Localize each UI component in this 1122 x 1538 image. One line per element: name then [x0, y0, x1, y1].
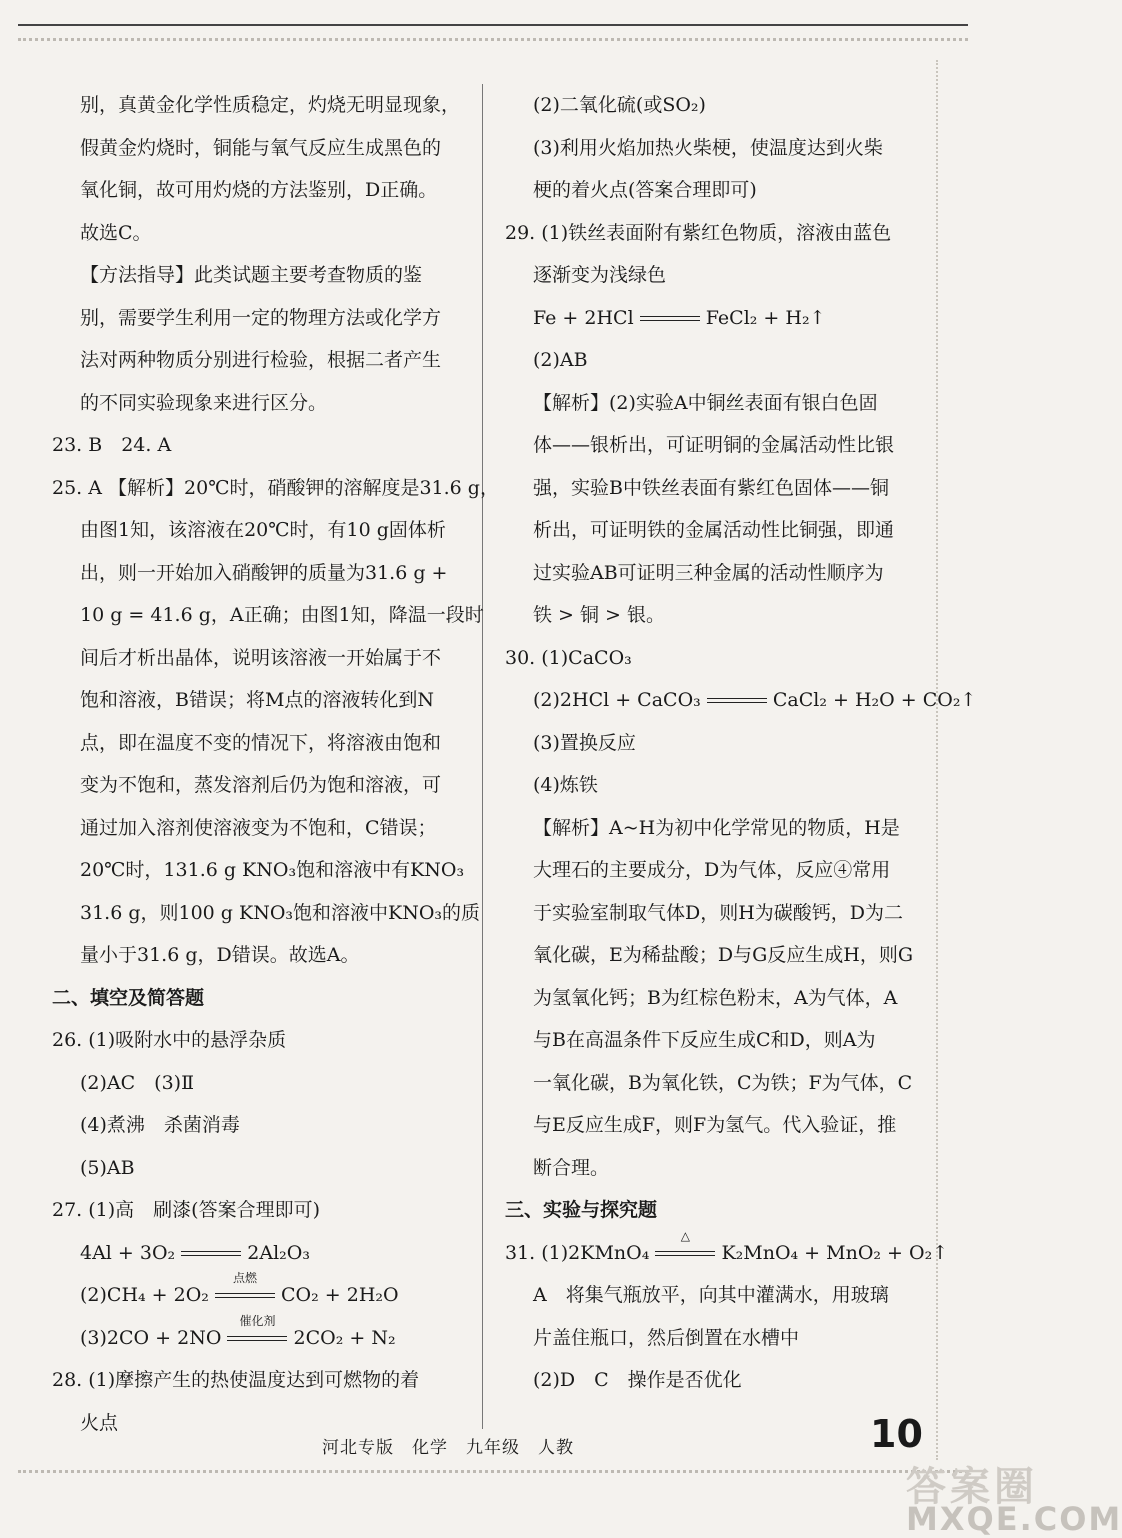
text-line: 故选C。 [80, 221, 152, 244]
text-line: 火点 [80, 1411, 119, 1434]
equation-right: FeCl₂ + H₂↑ [705, 306, 826, 329]
text-line: 片盖住瓶口，然后倒置在水槽中 [533, 1326, 800, 1349]
text-line: (4)炼铁 [533, 774, 598, 796]
reaction-condition: 催化剂 [227, 1330, 287, 1348]
text-line: 假黄金灼烧时，铜能与氧气反应生成黑色的 [80, 136, 442, 159]
equation-line [505, 679, 977, 722]
top-rule [18, 24, 968, 26]
text-line: 别，需要学生利用一定的物理方法或化学方 [80, 306, 442, 329]
text-line: (3)利用火焰加热火柴梗，使温度达到火柴 [533, 136, 883, 159]
text-line: 出，则一开始加入硝酸钾的质量为31.6 g + [80, 561, 448, 584]
answer-28: 28. (1)摩擦产生的热使温度达到可燃物的着 [52, 1369, 420, 1391]
text-line: 氧化铜，故可用灼烧的方法鉴别，D正确。 [80, 179, 438, 201]
equation-left: 4Al + 3O₂ [80, 1241, 176, 1264]
text-line: (2)AB [533, 349, 588, 371]
text-line: 饱和溶液，B错误；将M点的溶液转化到N [80, 689, 435, 711]
text-line: 通过加入溶剂使溶液变为不饱和，C错误； [80, 816, 437, 839]
equation-right: 2CO₂ + N₂ [293, 1326, 396, 1349]
analysis-line: 【解析】A~H为初中化学常见的物质，H是 [533, 816, 900, 839]
text-line: 量小于31.6 g，D错误。故选A。 [80, 944, 360, 966]
text-line: 间后才析出晶体，说明该溶液一开始属于不 [80, 646, 442, 669]
footer-edition-label: 河北专版 化学 九年级 人教 [322, 1438, 574, 1458]
text-line: 强，实验B中铁丝表面有紫红色固体——铜 [533, 476, 889, 499]
answer-29: 29. (1)铁丝表面附有紫红色物质，溶液由蓝色 [505, 221, 892, 244]
equals-sign [707, 692, 767, 710]
text-line: 一氧化碳，B为氧化铁，C为铁；F为气体，C [533, 1071, 913, 1094]
equation-left: (3)2CO + 2NO [80, 1326, 222, 1349]
text-line: 过实验AB可证明三种金属的活动性顺序为 [533, 561, 884, 584]
equals-sign [181, 1245, 241, 1263]
equation-right: CO₂ + 2H₂O [281, 1284, 399, 1306]
text-line: 逐渐变为浅绿色 [533, 264, 667, 286]
answer-31-equation [505, 1228, 949, 1275]
section-heading-experiment: 三、实验与探究题 [505, 1199, 658, 1221]
text-line: 的不同实验现象来进行区分。 [80, 391, 328, 414]
text-line: (5)AB [80, 1156, 135, 1179]
watermark-logo: 答案圈 [906, 1463, 1038, 1510]
answer-26: 26. (1)吸附水中的悬浮杂质 [52, 1029, 287, 1051]
text-line: 由图1知，该溶液在20℃时，有10 g固体析 [80, 519, 446, 541]
text-line: (2)D C 操作是否优化 [533, 1369, 742, 1391]
page-number: 10 [870, 1412, 923, 1456]
equation-left: (2)2HCl + CaCO₃ [533, 689, 701, 711]
equation-left: 31. (1)2KMnO₄ [505, 1241, 650, 1264]
equation-right: K₂MnO₄ + MnO₂ + O₂↑ [721, 1241, 949, 1264]
equation-line [52, 1271, 457, 1317]
text-line: 氧化碳，E为稀盐酸；D与G反应生成H，则G [533, 944, 914, 966]
text-line: 体——银析出，可证明铜的金属活动性比银 [533, 434, 895, 456]
text-line: 别，真黄金化学性质稳定，灼烧无明显现象， [80, 94, 461, 116]
equals-sign [640, 310, 700, 328]
text-line: A 将集气瓶放平，向其中灌满水，用玻璃 [533, 1284, 889, 1306]
column-divider [482, 84, 483, 1429]
text-line: 31.6 g，则100 g KNO₃饱和溶液中KNO₃的质 [80, 901, 481, 924]
text-line: 点，即在温度不变的情况下，将溶液由饱和 [80, 731, 442, 754]
text-line: (4)煮沸 杀菌消毒 [80, 1114, 240, 1136]
watermark-url: MXQE.COM [906, 1500, 1122, 1538]
equation-right: 2Al₂O₃ [247, 1241, 310, 1264]
method-guide-line: 【方法指导】此类试题主要考查物质的鉴 [80, 264, 423, 286]
answer-25: 25. A 【解析】20℃时，硝酸钾的溶解度是31.6 g， [52, 476, 499, 499]
bottom-decorative-border [18, 1470, 968, 1473]
text-line: 10 g = 41.6 g，A正确；由图1知，降温一段时 [80, 604, 484, 626]
text-line: 20℃时，131.6 g KNO₃饱和溶液中有KNO₃ [80, 859, 465, 881]
text-line: 变为不饱和，蒸发溶剂后仍为饱和溶液，可 [80, 774, 442, 796]
reaction-condition: 点燃 [215, 1287, 275, 1305]
equation-left: Fe + 2HCl [533, 306, 634, 329]
text-line: 大理石的主要成分，D为气体，反应④常用 [533, 859, 891, 881]
text-line: 于实验室制取气体D，则H为碳酸钙，D为二 [533, 901, 904, 924]
left-column [52, 84, 499, 1444]
right-column [505, 84, 977, 1402]
text-line: 与E反应生成F，则F为氢气。代入验证，推 [533, 1114, 897, 1136]
equation-line [52, 1313, 457, 1360]
answer-30: 30. (1)CaCO₃ [505, 646, 632, 669]
text-line: 为氢氧化钙；B为红棕色粉末，A为气体，A [533, 986, 898, 1009]
top-decorative-border [18, 38, 968, 41]
section-heading-fill-in: 二、填空及简答题 [52, 986, 205, 1009]
answer-27: 27. (1)高 刷漆(答案合理即可) [52, 1199, 320, 1221]
equation-line [505, 297, 917, 340]
reaction-condition: △ [655, 1245, 715, 1263]
text-line: 析出，可证明铁的金属活动性比铜强，即通 [533, 519, 895, 541]
text-line: 断合理。 [533, 1156, 610, 1179]
text-line: (2)二氧化硫(或SO₂) [533, 94, 706, 116]
analysis-line: 【解析】(2)实验A中铜丝表面有银白色固 [533, 391, 878, 414]
text-line: (2)AC (3)Ⅱ [80, 1071, 195, 1094]
equation-left: (2)CH₄ + 2O₂ [80, 1284, 209, 1306]
text-line: 梗的着火点(答案合理即可) [533, 179, 757, 201]
text-line: 铁 > 铜 > 银。 [533, 604, 665, 626]
equation-right: CaCl₂ + H₂O + CO₂↑ [772, 689, 977, 711]
text-line: 法对两种物质分别进行检验，根据二者产生 [80, 349, 442, 371]
text-line: 与B在高温条件下反应生成C和D，则A为 [533, 1029, 876, 1051]
equation-line [52, 1232, 457, 1275]
answer-23-24: 23. B 24. A [52, 434, 172, 456]
text-line: (3)置换反应 [533, 731, 636, 754]
